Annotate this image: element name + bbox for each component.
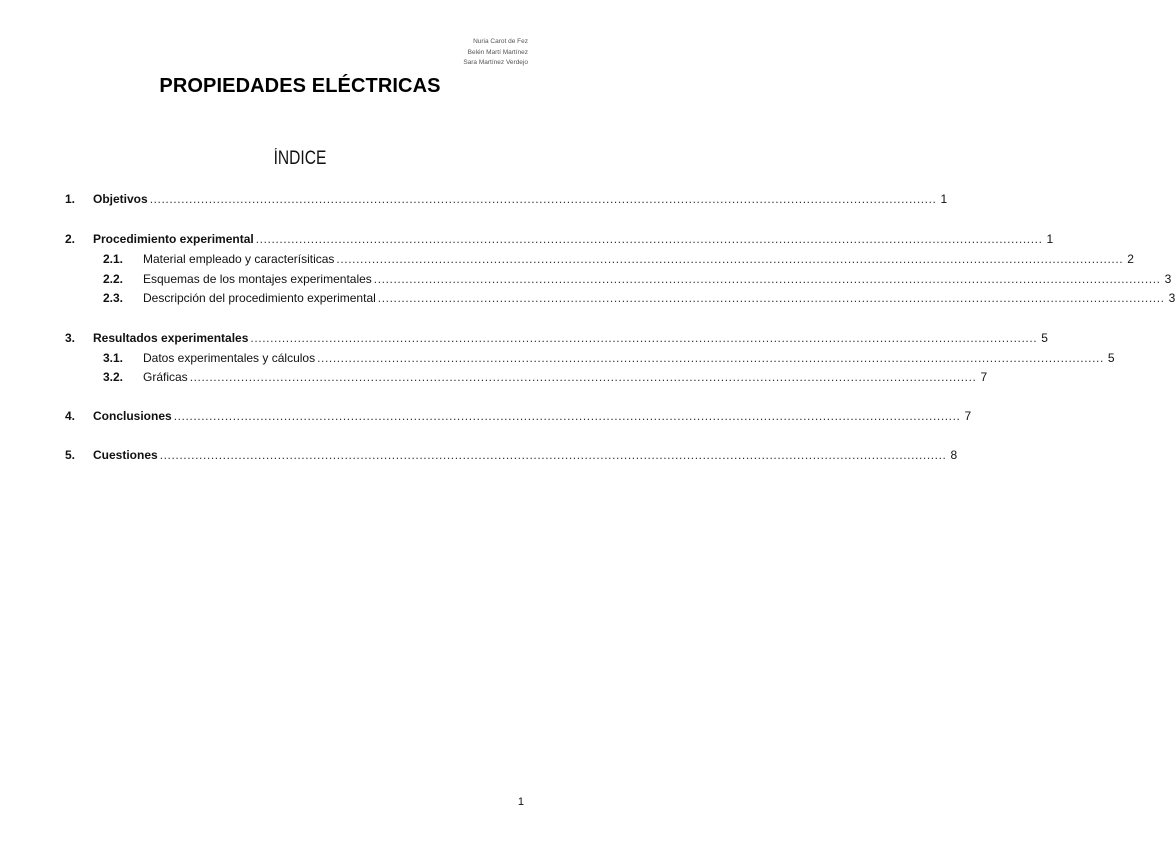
toc-entry-page: 1 <box>940 192 948 206</box>
toc-leader-dots: ........................................................................................................................................................................................................ <box>173 409 961 423</box>
toc-entry-page: 5 <box>1041 331 1048 345</box>
author-name: Nuria Carot de Fez <box>473 38 528 45</box>
toc-entry-label: Esquemas de los montajes experimentales <box>143 272 372 286</box>
toc-entry-label: Descripción del procedimiento experimental <box>143 291 376 305</box>
toc-entry-3[interactable] <box>0 329 1048 347</box>
toc-leader-dots: ........................................................................................................................................................................................................ <box>159 448 947 462</box>
toc-entry-number: 2. <box>65 232 76 246</box>
toc-entry-2-2[interactable] <box>0 270 1172 288</box>
toc-entry-4[interactable] <box>0 407 972 425</box>
toc-entry-number: 1. <box>65 192 76 206</box>
toc-entry-number: 2.3. <box>103 291 124 305</box>
toc-entry-number: 3.2. <box>103 370 124 384</box>
toc-entry-number: 4. <box>65 409 76 423</box>
page-number: 1 <box>517 796 524 808</box>
toc-entry-2-3[interactable] <box>0 289 1175 307</box>
toc-leader-dots: ........................................................................................................................................................................................................ <box>317 351 1104 365</box>
toc-entry-label: Datos experimentales y cálculos <box>143 351 316 365</box>
toc-entry-label: Conclusiones <box>93 409 172 423</box>
toc-entry-number: 5. <box>65 448 76 462</box>
toc-entry-2[interactable] <box>0 230 1054 248</box>
toc-leader-dots: ........................................................................................................................................................................................................ <box>377 291 1165 305</box>
toc-heading: ÍNDICE <box>273 148 327 169</box>
toc-entry-page: 8 <box>950 448 958 462</box>
toc-leader-dots: ........................................................................................................................................................................................................ <box>250 331 1038 345</box>
toc-entry-page: 1 <box>1046 232 1054 246</box>
toc-entry-label: Procedimiento experimental <box>93 232 254 246</box>
toc-entry-label: Material empleado y caracterísiticas <box>143 252 335 266</box>
author-name: Sara Martínez Verdejo <box>463 59 528 66</box>
toc-entry-page: 5 <box>1107 351 1115 365</box>
toc-entry-label: Cuestiones <box>93 448 158 462</box>
toc-leader-dots: ........................................................................................................................................................................................................ <box>149 192 937 206</box>
toc-entry-number: 3.1. <box>103 351 124 365</box>
toc-entry-page: 2 <box>1127 252 1134 266</box>
toc-entry-page: 7 <box>964 409 972 423</box>
toc-entry-label: Gráficas <box>143 370 188 384</box>
toc-entry-2-1[interactable] <box>0 250 1134 268</box>
toc-entry-page: 3 <box>1164 272 1172 286</box>
toc-entry-number: 2.1. <box>103 252 124 266</box>
toc-leader-dots: ........................................................................................................................................................................................................ <box>373 272 1161 286</box>
toc-leader-dots: ........................................................................................................................................................................................................ <box>336 252 1124 266</box>
document-title: PROPIEDADES ELÉCTRICAS <box>159 75 441 97</box>
author-list <box>463 37 528 69</box>
toc-entry-5[interactable] <box>0 446 958 464</box>
toc-entry-3-2[interactable] <box>0 368 988 386</box>
toc-entry-page: 7 <box>980 370 988 384</box>
toc-entry-number: 2.2. <box>103 272 124 286</box>
author-name: Belén Martí Martínez <box>467 48 528 56</box>
toc-leader-dots: ........................................................................................................................................................................................................ <box>189 370 977 384</box>
toc-leader-dots: ........................................................................................................................................................................................................ <box>255 232 1043 246</box>
toc-entry-1[interactable] <box>0 190 948 208</box>
toc-entry-number: 3. <box>65 331 76 345</box>
toc-entry-label: Resultados experimentales <box>93 331 249 345</box>
toc-entry-page: 3 <box>1168 291 1175 305</box>
toc-entry-label: Objetivos <box>93 192 148 206</box>
toc-entry-3-1[interactable] <box>0 349 1115 367</box>
